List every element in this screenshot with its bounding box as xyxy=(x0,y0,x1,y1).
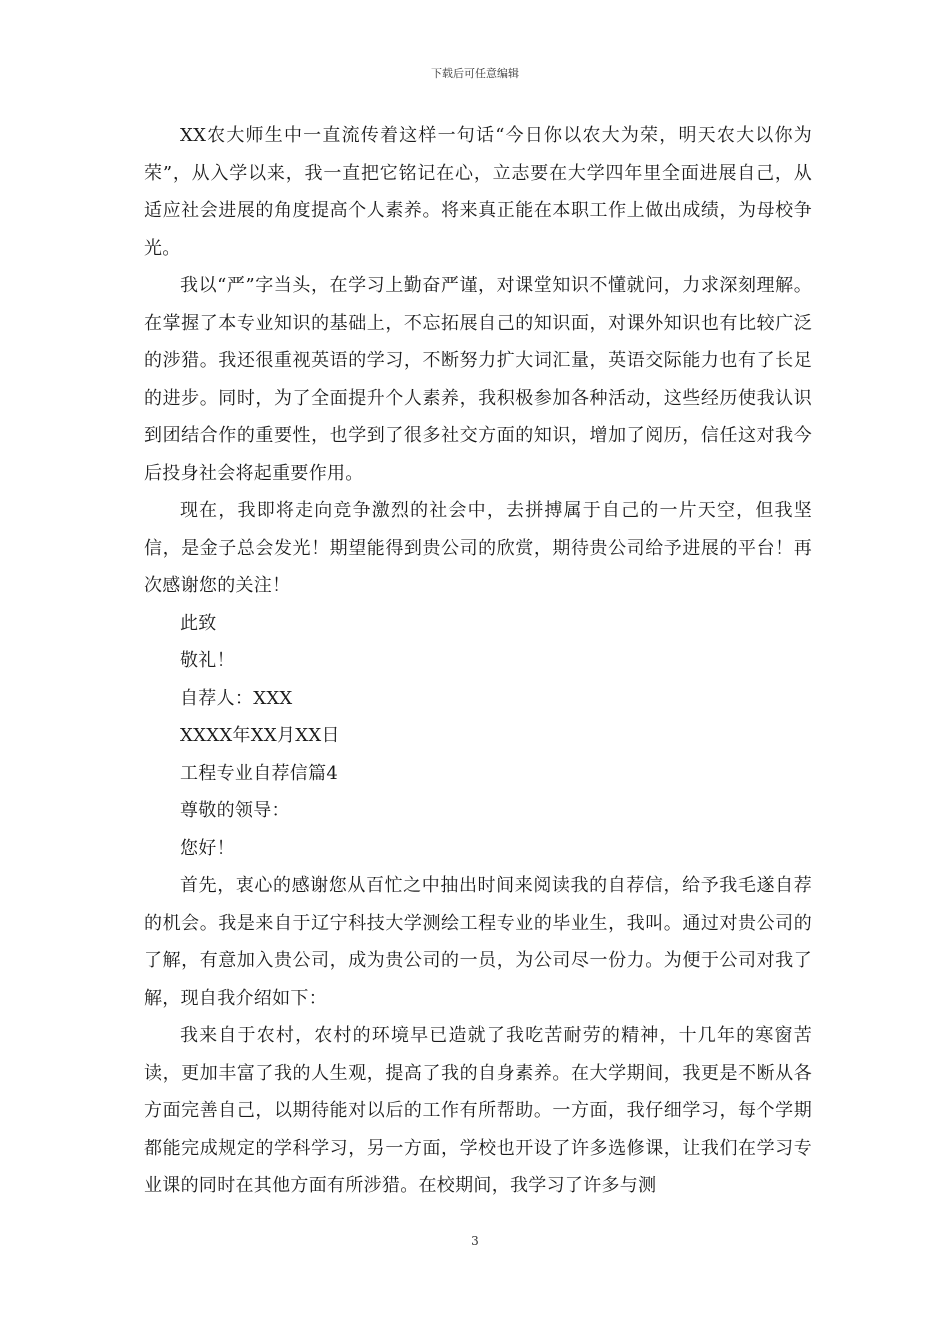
paragraph: XX农大师生中一直流传着这样一句话“今日你以农大为荣，明天农大以你为荣”，从入学以来，我一直把它铭记在心，立志要在大学四年里全面进展自己，从适应社会进展的角度提高个人素养。将来真正能在本职工作上做出成绩，为母校争光。 xyxy=(144,125,812,259)
paragraph: 现在，我即将走向竞争激烈的社会中，去拼搏属于自己的一片天空，但我坚信，是金子总会发光！期望能得到贵公司的欣赏，期待贵公司给予进展的平台！再次感谢您的关注！ xyxy=(144,500,812,596)
page-header-note: 下载后可任意编辑 xyxy=(431,67,519,80)
letter-body xyxy=(144,117,812,1205)
section-title: 工程专业自荐信篇4 xyxy=(180,762,339,784)
greeting-line: 尊敬的领导： xyxy=(180,800,290,821)
page-number: 3 xyxy=(471,1234,479,1248)
paragraph: 我以“严”字当头，在学习上勤奋严谨，对课堂知识不懂就问，力求深刻理解。在掌握了本专业知识的基础上，不忘拓展自己的知识面，对课外知识也有比较广泛的涉猎。我还很重视英语的学习，不断努力扩大词汇量，英语交际能力也有了长足的进步。同时，为了全面提升个人素养，我积极参加各种活动，这些经历使我认识到团结合作的重要性，也学到了很多社交方面的知识，增加了阅历，信任这对我今后投身社会将起重要作用。 xyxy=(144,275,812,484)
signature-line: 自荐人：XXX xyxy=(180,687,293,709)
paragraph: 首先，衷心的感谢您从百忙之中抽出时间来阅读我的自荐信，给予我毛遂自荐的机会。我是来自于辽宁科技大学测绘工程专业的毕业生，我叫。通过对贵公司的了解，有意加入贵公司，成为贵公司的一员，为公司尽一份力。为便于公司对我了解，现自我介绍如下： xyxy=(144,875,812,1009)
salutation-line: 此致 xyxy=(180,612,217,634)
greeting-line: 您好！ xyxy=(180,837,235,859)
regards-line: 敬礼！ xyxy=(180,650,235,671)
date-line: XXXX年XX月XX日 xyxy=(180,725,340,746)
paragraph: 我来自于农村，农村的环境早已造就了我吃苦耐劳的精神，十几年的寒窗苦读，更加丰富了我的人生观，提高了我的自身素养。在大学期间，我更是不断从各方面完善自己，以期待能对以后的工作有所帮助。一方面，我仔细学习，每个学期都能完成规定的学科学习，另一方面，学校也开设了许多选修课，让我们在学习专业课的同时在其他方面有所涉猎。在校期间，我学习了许多与测 xyxy=(144,1025,812,1196)
